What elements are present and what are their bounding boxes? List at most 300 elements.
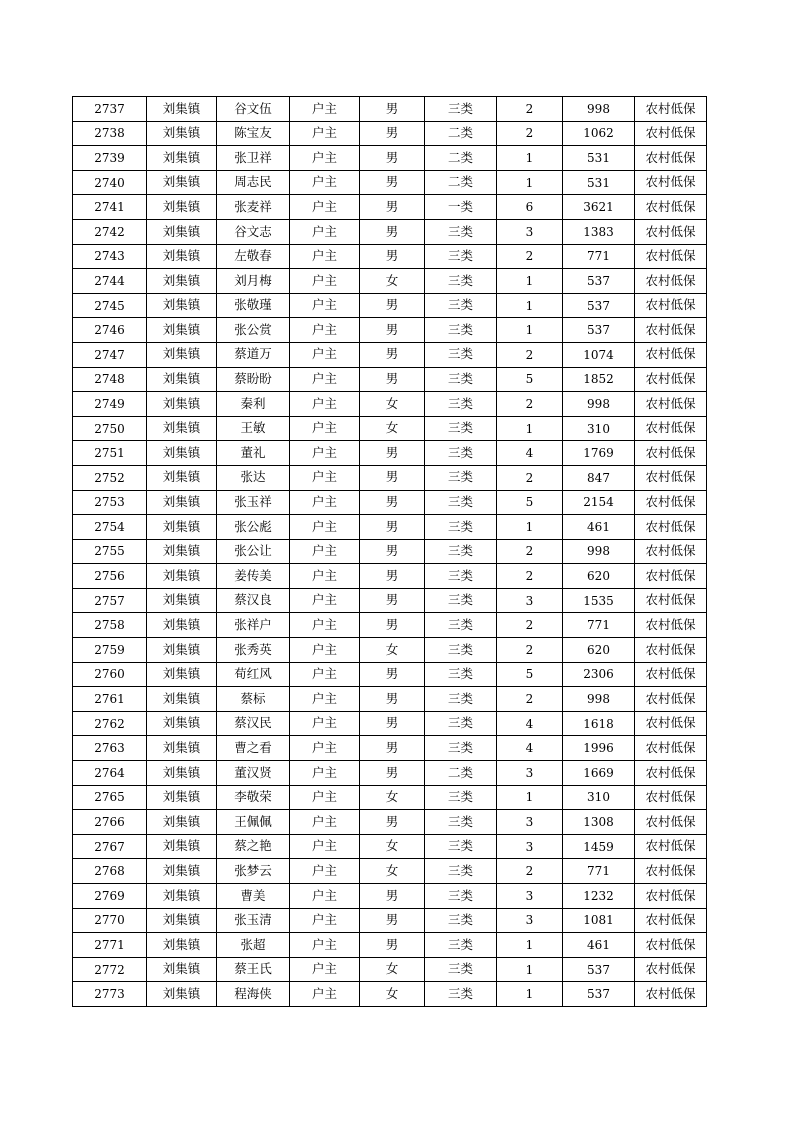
cell-town: 刘集镇 xyxy=(147,638,217,663)
cell-serial-number: 2764 xyxy=(73,761,147,786)
table-row xyxy=(73,736,707,761)
table-row xyxy=(73,810,707,835)
cell-category: 三类 xyxy=(425,219,497,244)
cell-relation: 户主 xyxy=(290,785,360,810)
cell-amount: 620 xyxy=(563,638,635,663)
cell-serial-number: 2759 xyxy=(73,638,147,663)
cell-assistance-type: 农村低保 xyxy=(635,982,707,1007)
cell-relation: 户主 xyxy=(290,982,360,1007)
cell-category: 三类 xyxy=(425,736,497,761)
table-row xyxy=(73,392,707,417)
cell-town: 刘集镇 xyxy=(147,342,217,367)
cell-householder-name: 蔡标 xyxy=(217,687,290,712)
cell-assistance-type: 农村低保 xyxy=(635,416,707,441)
cell-householder-name: 王佩佩 xyxy=(217,810,290,835)
table-row xyxy=(73,588,707,613)
cell-assistance-type: 农村低保 xyxy=(635,293,707,318)
cell-amount: 537 xyxy=(563,982,635,1007)
cell-relation: 户主 xyxy=(290,392,360,417)
cell-amount: 531 xyxy=(563,146,635,171)
cell-relation: 户主 xyxy=(290,293,360,318)
cell-serial-number: 2773 xyxy=(73,982,147,1007)
cell-householder-name: 曹美 xyxy=(217,884,290,909)
cell-assistance-type: 农村低保 xyxy=(635,121,707,146)
cell-amount: 998 xyxy=(563,687,635,712)
cell-assistance-type: 农村低保 xyxy=(635,761,707,786)
cell-serial-number: 2751 xyxy=(73,441,147,466)
cell-amount: 1769 xyxy=(563,441,635,466)
cell-householder-name: 陈宝友 xyxy=(217,121,290,146)
cell-relation: 户主 xyxy=(290,834,360,859)
cell-serial-number: 2750 xyxy=(73,416,147,441)
cell-town: 刘集镇 xyxy=(147,539,217,564)
cell-assistance-type: 农村低保 xyxy=(635,195,707,220)
cell-serial-number: 2767 xyxy=(73,834,147,859)
cell-town: 刘集镇 xyxy=(147,244,217,269)
cell-householder-name: 张达 xyxy=(217,465,290,490)
cell-household-size: 3 xyxy=(497,834,563,859)
cell-serial-number: 2746 xyxy=(73,318,147,343)
cell-serial-number: 2762 xyxy=(73,711,147,736)
cell-serial-number: 2737 xyxy=(73,97,147,122)
cell-category: 三类 xyxy=(425,613,497,638)
cell-household-size: 2 xyxy=(497,638,563,663)
cell-category: 三类 xyxy=(425,982,497,1007)
cell-householder-name: 张祥户 xyxy=(217,613,290,638)
cell-gender: 男 xyxy=(360,441,425,466)
table-row xyxy=(73,293,707,318)
cell-relation: 户主 xyxy=(290,859,360,884)
cell-householder-name: 蔡王氏 xyxy=(217,957,290,982)
cell-relation: 户主 xyxy=(290,269,360,294)
cell-gender: 女 xyxy=(360,982,425,1007)
cell-relation: 户主 xyxy=(290,367,360,392)
cell-category: 二类 xyxy=(425,121,497,146)
cell-gender: 女 xyxy=(360,638,425,663)
cell-assistance-type: 农村低保 xyxy=(635,588,707,613)
cell-household-size: 1 xyxy=(497,269,563,294)
cell-category: 三类 xyxy=(425,441,497,466)
cell-category: 三类 xyxy=(425,269,497,294)
cell-household-size: 4 xyxy=(497,736,563,761)
table-row xyxy=(73,441,707,466)
cell-amount: 1852 xyxy=(563,367,635,392)
cell-serial-number: 2758 xyxy=(73,613,147,638)
table-row xyxy=(73,121,707,146)
table-row xyxy=(73,244,707,269)
cell-serial-number: 2771 xyxy=(73,933,147,958)
cell-household-size: 5 xyxy=(497,367,563,392)
cell-relation: 户主 xyxy=(290,97,360,122)
cell-serial-number: 2765 xyxy=(73,785,147,810)
cell-assistance-type: 农村低保 xyxy=(635,810,707,835)
cell-relation: 户主 xyxy=(290,515,360,540)
cell-amount: 537 xyxy=(563,957,635,982)
cell-householder-name: 谷文志 xyxy=(217,219,290,244)
cell-town: 刘集镇 xyxy=(147,318,217,343)
cell-assistance-type: 农村低保 xyxy=(635,884,707,909)
cell-gender: 男 xyxy=(360,318,425,343)
table-row xyxy=(73,219,707,244)
cell-household-size: 3 xyxy=(497,588,563,613)
table-row xyxy=(73,785,707,810)
cell-relation: 户主 xyxy=(290,588,360,613)
cell-relation: 户主 xyxy=(290,638,360,663)
table-row xyxy=(73,146,707,171)
cell-gender: 男 xyxy=(360,588,425,613)
cell-relation: 户主 xyxy=(290,564,360,589)
cell-household-size: 6 xyxy=(497,195,563,220)
cell-assistance-type: 农村低保 xyxy=(635,441,707,466)
cell-relation: 户主 xyxy=(290,687,360,712)
cell-gender: 男 xyxy=(360,761,425,786)
cell-town: 刘集镇 xyxy=(147,564,217,589)
cell-household-size: 3 xyxy=(497,761,563,786)
table-row xyxy=(73,933,707,958)
cell-town: 刘集镇 xyxy=(147,662,217,687)
cell-household-size: 2 xyxy=(497,244,563,269)
table-row xyxy=(73,342,707,367)
cell-householder-name: 张玉祥 xyxy=(217,490,290,515)
cell-category: 三类 xyxy=(425,244,497,269)
cell-householder-name: 蔡汉良 xyxy=(217,588,290,613)
cell-town: 刘集镇 xyxy=(147,293,217,318)
cell-town: 刘集镇 xyxy=(147,982,217,1007)
cell-amount: 1459 xyxy=(563,834,635,859)
cell-gender: 男 xyxy=(360,219,425,244)
cell-gender: 男 xyxy=(360,465,425,490)
cell-gender: 男 xyxy=(360,121,425,146)
cell-household-size: 2 xyxy=(497,392,563,417)
cell-serial-number: 2754 xyxy=(73,515,147,540)
cell-town: 刘集镇 xyxy=(147,908,217,933)
cell-household-size: 2 xyxy=(497,465,563,490)
cell-gender: 男 xyxy=(360,884,425,909)
cell-town: 刘集镇 xyxy=(147,711,217,736)
cell-householder-name: 张秀英 xyxy=(217,638,290,663)
cell-category: 二类 xyxy=(425,761,497,786)
cell-householder-name: 张公赏 xyxy=(217,318,290,343)
cell-town: 刘集镇 xyxy=(147,588,217,613)
cell-householder-name: 谷文伍 xyxy=(217,97,290,122)
table-row xyxy=(73,662,707,687)
table-row xyxy=(73,465,707,490)
cell-household-size: 2 xyxy=(497,687,563,712)
cell-assistance-type: 农村低保 xyxy=(635,244,707,269)
cell-householder-name: 李敬荣 xyxy=(217,785,290,810)
cell-serial-number: 2770 xyxy=(73,908,147,933)
cell-amount: 1308 xyxy=(563,810,635,835)
cell-category: 三类 xyxy=(425,908,497,933)
table-row xyxy=(73,367,707,392)
cell-householder-name: 张玉清 xyxy=(217,908,290,933)
cell-relation: 户主 xyxy=(290,195,360,220)
table-row xyxy=(73,539,707,564)
cell-assistance-type: 农村低保 xyxy=(635,957,707,982)
cell-assistance-type: 农村低保 xyxy=(635,367,707,392)
cell-gender: 男 xyxy=(360,736,425,761)
cell-householder-name: 张公让 xyxy=(217,539,290,564)
cell-amount: 771 xyxy=(563,244,635,269)
cell-assistance-type: 农村低保 xyxy=(635,687,707,712)
cell-gender: 男 xyxy=(360,490,425,515)
cell-category: 三类 xyxy=(425,687,497,712)
table-row xyxy=(73,269,707,294)
cell-householder-name: 张卫祥 xyxy=(217,146,290,171)
cell-gender: 男 xyxy=(360,293,425,318)
cell-household-size: 1 xyxy=(497,515,563,540)
cell-gender: 男 xyxy=(360,711,425,736)
cell-householder-name: 董礼 xyxy=(217,441,290,466)
cell-relation: 户主 xyxy=(290,810,360,835)
cell-category: 三类 xyxy=(425,392,497,417)
cell-assistance-type: 农村低保 xyxy=(635,933,707,958)
cell-household-size: 5 xyxy=(497,490,563,515)
cell-category: 三类 xyxy=(425,638,497,663)
cell-relation: 户主 xyxy=(290,933,360,958)
cell-serial-number: 2752 xyxy=(73,465,147,490)
cell-town: 刘集镇 xyxy=(147,170,217,195)
cell-category: 三类 xyxy=(425,957,497,982)
cell-category: 三类 xyxy=(425,785,497,810)
cell-householder-name: 程海侠 xyxy=(217,982,290,1007)
cell-category: 一类 xyxy=(425,195,497,220)
cell-gender: 男 xyxy=(360,564,425,589)
cell-town: 刘集镇 xyxy=(147,761,217,786)
cell-serial-number: 2756 xyxy=(73,564,147,589)
cell-serial-number: 2744 xyxy=(73,269,147,294)
cell-amount: 771 xyxy=(563,859,635,884)
cell-category: 三类 xyxy=(425,97,497,122)
cell-serial-number: 2749 xyxy=(73,392,147,417)
cell-relation: 户主 xyxy=(290,613,360,638)
cell-householder-name: 蔡之艳 xyxy=(217,834,290,859)
cell-relation: 户主 xyxy=(290,121,360,146)
cell-amount: 537 xyxy=(563,269,635,294)
cell-category: 三类 xyxy=(425,367,497,392)
table-row xyxy=(73,490,707,515)
cell-gender: 男 xyxy=(360,342,425,367)
cell-amount: 1669 xyxy=(563,761,635,786)
cell-relation: 户主 xyxy=(290,490,360,515)
cell-amount: 310 xyxy=(563,785,635,810)
cell-relation: 户主 xyxy=(290,170,360,195)
cell-category: 三类 xyxy=(425,588,497,613)
cell-household-size: 2 xyxy=(497,97,563,122)
cell-householder-name: 姜传美 xyxy=(217,564,290,589)
cell-serial-number: 2766 xyxy=(73,810,147,835)
cell-household-size: 1 xyxy=(497,785,563,810)
cell-category: 三类 xyxy=(425,933,497,958)
cell-town: 刘集镇 xyxy=(147,613,217,638)
cell-relation: 户主 xyxy=(290,219,360,244)
cell-amount: 1081 xyxy=(563,908,635,933)
cell-assistance-type: 农村低保 xyxy=(635,490,707,515)
cell-householder-name: 张公彪 xyxy=(217,515,290,540)
cell-household-size: 1 xyxy=(497,293,563,318)
cell-amount: 2306 xyxy=(563,662,635,687)
cell-assistance-type: 农村低保 xyxy=(635,711,707,736)
cell-serial-number: 2747 xyxy=(73,342,147,367)
cell-assistance-type: 农村低保 xyxy=(635,834,707,859)
cell-serial-number: 2739 xyxy=(73,146,147,171)
cell-category: 三类 xyxy=(425,416,497,441)
cell-householder-name: 张敬瑾 xyxy=(217,293,290,318)
cell-household-size: 1 xyxy=(497,416,563,441)
cell-householder-name: 荀红风 xyxy=(217,662,290,687)
table-row xyxy=(73,318,707,343)
cell-category: 三类 xyxy=(425,465,497,490)
cell-category: 三类 xyxy=(425,539,497,564)
cell-amount: 2154 xyxy=(563,490,635,515)
cell-relation: 户主 xyxy=(290,146,360,171)
table-row xyxy=(73,711,707,736)
table-row xyxy=(73,416,707,441)
cell-serial-number: 2769 xyxy=(73,884,147,909)
cell-household-size: 5 xyxy=(497,662,563,687)
cell-gender: 男 xyxy=(360,367,425,392)
cell-amount: 1232 xyxy=(563,884,635,909)
cell-amount: 620 xyxy=(563,564,635,589)
cell-amount: 847 xyxy=(563,465,635,490)
cell-relation: 户主 xyxy=(290,761,360,786)
cell-town: 刘集镇 xyxy=(147,933,217,958)
cell-assistance-type: 农村低保 xyxy=(635,342,707,367)
cell-relation: 户主 xyxy=(290,244,360,269)
cell-assistance-type: 农村低保 xyxy=(635,859,707,884)
cell-assistance-type: 农村低保 xyxy=(635,269,707,294)
cell-assistance-type: 农村低保 xyxy=(635,736,707,761)
cell-category: 三类 xyxy=(425,662,497,687)
table-row xyxy=(73,859,707,884)
cell-relation: 户主 xyxy=(290,539,360,564)
cell-town: 刘集镇 xyxy=(147,736,217,761)
cell-householder-name: 左敬春 xyxy=(217,244,290,269)
cell-serial-number: 2748 xyxy=(73,367,147,392)
cell-household-size: 3 xyxy=(497,219,563,244)
cell-amount: 1996 xyxy=(563,736,635,761)
cell-amount: 998 xyxy=(563,97,635,122)
cell-household-size: 1 xyxy=(497,982,563,1007)
cell-gender: 男 xyxy=(360,146,425,171)
cell-household-size: 1 xyxy=(497,318,563,343)
cell-gender: 男 xyxy=(360,170,425,195)
cell-assistance-type: 农村低保 xyxy=(635,170,707,195)
table-row xyxy=(73,884,707,909)
cell-serial-number: 2760 xyxy=(73,662,147,687)
table-row xyxy=(73,982,707,1007)
table-row xyxy=(73,564,707,589)
cell-gender: 女 xyxy=(360,834,425,859)
cell-householder-name: 张超 xyxy=(217,933,290,958)
cell-amount: 461 xyxy=(563,933,635,958)
cell-relation: 户主 xyxy=(290,711,360,736)
cell-gender: 女 xyxy=(360,785,425,810)
cell-household-size: 3 xyxy=(497,884,563,909)
cell-town: 刘集镇 xyxy=(147,810,217,835)
table-row xyxy=(73,170,707,195)
cell-category: 三类 xyxy=(425,490,497,515)
cell-assistance-type: 农村低保 xyxy=(635,908,707,933)
cell-town: 刘集镇 xyxy=(147,441,217,466)
cell-assistance-type: 农村低保 xyxy=(635,97,707,122)
cell-assistance-type: 农村低保 xyxy=(635,219,707,244)
cell-category: 三类 xyxy=(425,711,497,736)
cell-town: 刘集镇 xyxy=(147,859,217,884)
table-row xyxy=(73,638,707,663)
cell-household-size: 4 xyxy=(497,711,563,736)
cell-amount: 1383 xyxy=(563,219,635,244)
cell-householder-name: 蔡盼盼 xyxy=(217,367,290,392)
cell-assistance-type: 农村低保 xyxy=(635,785,707,810)
cell-householder-name: 曹之看 xyxy=(217,736,290,761)
cell-household-size: 2 xyxy=(497,121,563,146)
cell-serial-number: 2740 xyxy=(73,170,147,195)
cell-town: 刘集镇 xyxy=(147,416,217,441)
cell-town: 刘集镇 xyxy=(147,121,217,146)
cell-gender: 男 xyxy=(360,613,425,638)
cell-town: 刘集镇 xyxy=(147,219,217,244)
cell-category: 二类 xyxy=(425,146,497,171)
table-row xyxy=(73,834,707,859)
cell-town: 刘集镇 xyxy=(147,834,217,859)
cell-gender: 女 xyxy=(360,416,425,441)
cell-category: 三类 xyxy=(425,515,497,540)
cell-householder-name: 王敏 xyxy=(217,416,290,441)
table-row xyxy=(73,687,707,712)
cell-relation: 户主 xyxy=(290,318,360,343)
cell-assistance-type: 农村低保 xyxy=(635,515,707,540)
cell-serial-number: 2741 xyxy=(73,195,147,220)
cell-householder-name: 周志民 xyxy=(217,170,290,195)
cell-relation: 户主 xyxy=(290,662,360,687)
cell-amount: 310 xyxy=(563,416,635,441)
cell-household-size: 2 xyxy=(497,613,563,638)
cell-gender: 男 xyxy=(360,687,425,712)
cell-relation: 户主 xyxy=(290,465,360,490)
beneficiary-table xyxy=(72,96,707,1007)
cell-town: 刘集镇 xyxy=(147,490,217,515)
cell-town: 刘集镇 xyxy=(147,465,217,490)
cell-amount: 1618 xyxy=(563,711,635,736)
cell-gender: 女 xyxy=(360,859,425,884)
cell-town: 刘集镇 xyxy=(147,367,217,392)
table-row xyxy=(73,761,707,786)
cell-gender: 男 xyxy=(360,195,425,220)
cell-household-size: 2 xyxy=(497,564,563,589)
cell-householder-name: 秦利 xyxy=(217,392,290,417)
cell-town: 刘集镇 xyxy=(147,195,217,220)
cell-gender: 男 xyxy=(360,97,425,122)
cell-household-size: 3 xyxy=(497,908,563,933)
cell-gender: 男 xyxy=(360,515,425,540)
cell-gender: 女 xyxy=(360,392,425,417)
cell-town: 刘集镇 xyxy=(147,884,217,909)
cell-category: 三类 xyxy=(425,859,497,884)
cell-town: 刘集镇 xyxy=(147,957,217,982)
cell-serial-number: 2743 xyxy=(73,244,147,269)
cell-householder-name: 刘月梅 xyxy=(217,269,290,294)
cell-household-size: 1 xyxy=(497,957,563,982)
cell-serial-number: 2763 xyxy=(73,736,147,761)
cell-amount: 531 xyxy=(563,170,635,195)
cell-town: 刘集镇 xyxy=(147,515,217,540)
cell-assistance-type: 农村低保 xyxy=(635,613,707,638)
cell-household-size: 1 xyxy=(497,146,563,171)
cell-serial-number: 2742 xyxy=(73,219,147,244)
cell-category: 二类 xyxy=(425,170,497,195)
cell-assistance-type: 农村低保 xyxy=(635,392,707,417)
